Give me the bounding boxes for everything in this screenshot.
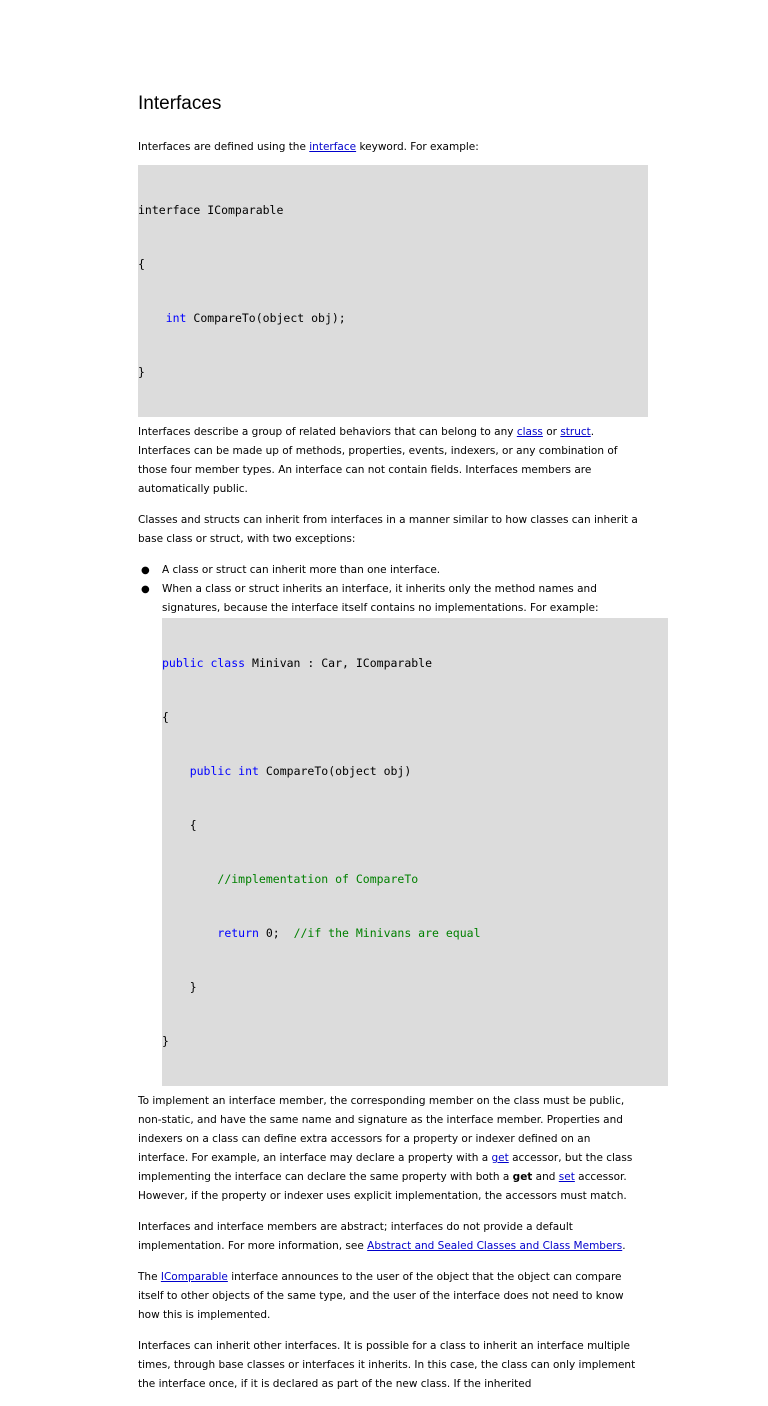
inheritance-paragraph: Classes and structs can inherit from interfaces in a manner similar to how classes can inherit a base class or struct, with two exceptions: bbox=[138, 514, 638, 545]
inherit-interfaces-paragraph: Interfaces can inherit other interfaces. It is possible for a class to inherit an interface multiple times, through base classes or interfaces it inherits. In this case, the class can only implement the interface once, if it is declared as part of the new class. If the inherited bbox=[138, 1340, 636, 1390]
list-item: ● When a class or struct inherits an interface, it inherits only the method names and signatures, because the interface itself contains no implementations. For example: public class Minivan : Car, IComparable { public int CompareTo(object obj) { //implementation of CompareTo return 0; //if the Minivans are equal } } bbox=[162, 580, 638, 1086]
abstract-sealed-link[interactable]: Abstract and Sealed Classes and Class Members bbox=[367, 1240, 623, 1252]
code-block-minivan: public class Minivan : Car, IComparable { public int CompareTo(object obj) { //implementation of CompareTo return 0; //if the Minivans are equal } } bbox=[162, 618, 668, 1086]
icomparable-paragraph: The IComparable interface announces to the user of the object that the object can compare itself to other objects of the same type, and the user of the interface does not need to know how this is implemented. bbox=[138, 1271, 624, 1321]
document-page bbox=[138, 90, 638, 1406]
class-link[interactable]: class bbox=[516, 426, 543, 438]
bullet-icon: ● bbox=[141, 565, 150, 576]
exceptions-list bbox=[138, 561, 638, 1086]
bullet-icon: ● bbox=[141, 584, 150, 595]
set-link[interactable]: set bbox=[558, 1171, 575, 1183]
intro-paragraph: Interfaces are defined using the interface keyword. For example: bbox=[138, 141, 479, 153]
code-block-icomparable: interface IComparable { int CompareTo(object obj); } bbox=[138, 165, 648, 417]
struct-link[interactable]: struct bbox=[560, 426, 591, 438]
get-link[interactable]: get bbox=[491, 1152, 509, 1164]
abstract-paragraph: Interfaces and interface members are abstract; interfaces do not provide a default implementation. For more information, see Abstract and Sealed Classes and Class Members. bbox=[138, 1221, 626, 1252]
page-title: Interfaces bbox=[138, 93, 222, 114]
behaviors-paragraph: Interfaces describe a group of related behaviors that can belong to any class or struct. Interfaces can be made up of methods, properties, events, indexers, or any combination of those four member types. An interface can not contain fields. Interfaces members are automatically public. bbox=[138, 426, 618, 495]
icomparable-link[interactable]: IComparable bbox=[160, 1271, 228, 1283]
interface-link[interactable]: interface bbox=[309, 141, 357, 153]
list-item: ● A class or struct can inherit more than one interface. bbox=[162, 561, 638, 580]
implementation-paragraph: To implement an interface member, the corresponding member on the class must be public, non-static, and have the same name and signature as the interface member. Properties and indexers on a class can define extra accessors for a property or indexer defined on an interface. For example, an interface may declare a property with a get accessor, but the class implementing the interface can declare the same property with both a get and set accessor. However, if the property or indexer uses explicit implementation, the accessors must match. bbox=[138, 1095, 633, 1202]
